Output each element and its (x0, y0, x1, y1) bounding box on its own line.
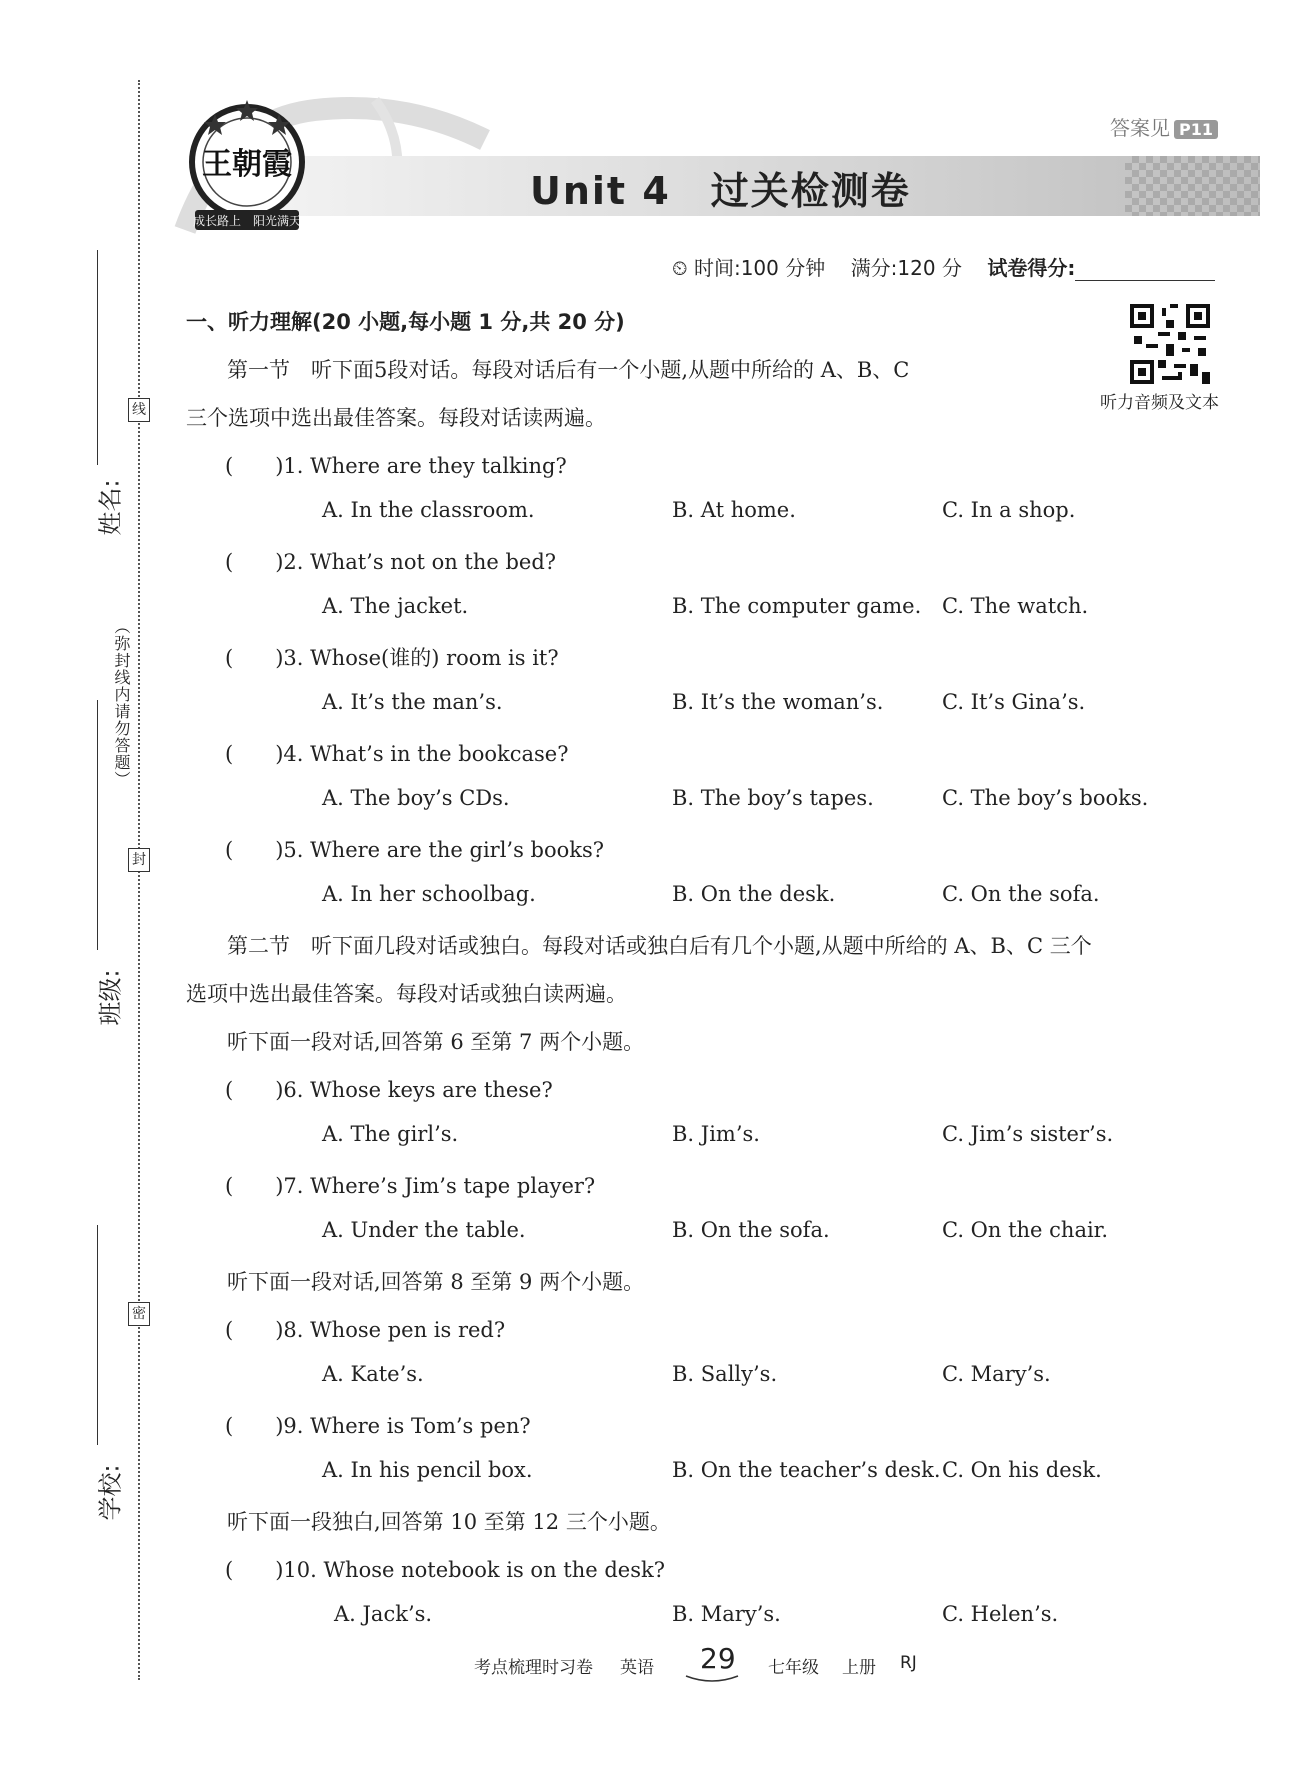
question-6: ( )6. Whose keys are these? (225, 1078, 553, 1102)
q5-option-b: B. On the desk. (672, 882, 836, 906)
footer-series: 考点梳理时习卷 (474, 1658, 593, 1678)
question-4: ( )4. What’s in the bookcase? (225, 742, 569, 766)
q6-option-a: A. The girl’s. (322, 1122, 459, 1146)
name-label: 姓名: (96, 479, 125, 536)
q8-option-c: C. Mary’s. (942, 1362, 1051, 1386)
q7-option-b: B. On the sofa. (672, 1218, 830, 1242)
qr-caption: 听力音频及文本 (1100, 393, 1219, 413)
q1-option-a: A. In the classroom. (322, 498, 535, 522)
question-2: ( )2. What’s not on the bed? (225, 550, 557, 574)
q8-option-b: B. Sally’s. (672, 1362, 778, 1386)
part1-instruction-1: 第一节 听下面5段对话。每段对话后有一个小题,从题中所给的 A、B、C (227, 358, 910, 382)
page-title: Unit 4 过关检测卷 (530, 169, 911, 213)
q6-option-b: B. Jim’s. (672, 1122, 760, 1146)
group-instruction-3: 听下面一段独白,回答第 10 至第 12 三个小题。 (227, 1510, 671, 1534)
class-blank-line (97, 700, 98, 950)
q4-option-c: C. The boy’s books. (942, 786, 1149, 810)
full-score: 满分:120 分 (850, 256, 962, 280)
q4-option-a: A. The boy’s CDs. (322, 786, 510, 810)
question-5: ( )5. Where are the girl’s books? (225, 838, 605, 862)
q7-option-c: C. On the chair. (942, 1218, 1109, 1242)
seal-box-line: 线 (128, 398, 150, 422)
q5-option-c: C. On the sofa. (942, 882, 1100, 906)
question-1: ( )1. Where are they talking? (225, 454, 567, 478)
score-label: 试卷得分: (987, 256, 1076, 280)
answer-ref-text: 答案见 (1110, 116, 1170, 140)
checker-pattern (1125, 156, 1260, 216)
question-3: ( )3. Whose(谁的) room is it? (225, 646, 559, 670)
exam-info (672, 252, 1215, 281)
question-8: ( )8. Whose pen is red? (225, 1318, 506, 1342)
q10-option-b: B. Mary’s. (672, 1602, 781, 1626)
q3-option-b: B. It’s the woman’s. (672, 690, 884, 714)
q3-option-a: A. It’s the man’s. (322, 690, 503, 714)
answer-page-badge: P11 (1174, 120, 1218, 139)
seal-box-secret: 密 (128, 1302, 150, 1326)
question-10: ( )10. Whose notebook is on the desk? (225, 1558, 665, 1582)
q10-option-a: A. Jack’s. (334, 1602, 433, 1626)
part2-instruction-2: 选项中选出最佳答案。每段对话或独白读两遍。 (186, 982, 627, 1006)
school-label: 学校: (96, 1464, 125, 1521)
answer-reference (1110, 112, 1218, 141)
q7-option-a: A. Under the table. (322, 1218, 526, 1242)
q8-option-a: A. Kate’s. (322, 1362, 424, 1386)
footer-edition: RJ (900, 1653, 917, 1673)
logo-badge (185, 92, 310, 242)
school-blank-line (97, 1225, 98, 1445)
q10-option-c: C. Helen’s. (942, 1602, 1059, 1626)
logo-name: 王朝霞 (202, 147, 292, 182)
name-blank-line (97, 250, 98, 465)
q1-option-c: C. In a shop. (942, 498, 1076, 522)
score-blank[interactable] (1075, 280, 1215, 281)
footer-volume: 上册 (842, 1658, 876, 1678)
q3-option-c: C. It’s Gina’s. (942, 690, 1086, 714)
page-swoosh-decoration (684, 1672, 740, 1686)
q2-option-c: C. The watch. (942, 594, 1089, 618)
seal-box-seal: 封 (128, 848, 150, 872)
q9-option-a: A. In his pencil box. (322, 1458, 533, 1482)
q6-option-c: C. Jim’s sister’s. (942, 1122, 1114, 1146)
clock-icon: ⏲ (672, 256, 688, 280)
time-limit: 时间:100 分钟 (693, 256, 826, 280)
page-number: 29 (700, 1642, 736, 1675)
q2-option-b: B. The computer game. (672, 594, 922, 618)
footer-subject: 英语 (620, 1658, 654, 1678)
logo-slogan: 成长路上 阳光满天 (192, 214, 302, 228)
group-instruction-2: 听下面一段对话,回答第 8 至第 9 两个小题。 (227, 1270, 645, 1294)
section-heading: 一、听力理解(20 小题,每小题 1 分,共 20 分) (186, 310, 625, 334)
q4-option-b: B. The boy’s tapes. (672, 786, 874, 810)
seal-note: （弥封线内请勿答题） (112, 618, 131, 788)
q1-option-b: B. At home. (672, 498, 796, 522)
part2-instruction-1: 第二节 听下面几段对话或独白。每段对话或独白后有几个小题,从题中所给的 A、B、C 三个 (227, 934, 1092, 958)
part1-instruction-2: 三个选项中选出最佳答案。每段对话读两遍。 (186, 406, 606, 430)
group-instruction-1: 听下面一段对话,回答第 6 至第 7 两个小题。 (227, 1030, 645, 1054)
binding-dotted-line (138, 80, 140, 1680)
question-7: ( )7. Where’s Jim’s tape player? (225, 1174, 596, 1198)
footer-grade: 七年级 (768, 1658, 819, 1678)
q5-option-a: A. In her schoolbag. (322, 882, 536, 906)
question-9: ( )9. Where is Tom’s pen? (225, 1414, 531, 1438)
class-label: 班级: (96, 969, 125, 1026)
qr-code-icon[interactable] (1130, 304, 1210, 384)
q2-option-a: A. The jacket. (322, 594, 469, 618)
q9-option-c: C. On his desk. (942, 1458, 1102, 1482)
q9-option-b: B. On the teacher’s desk. (672, 1458, 941, 1482)
